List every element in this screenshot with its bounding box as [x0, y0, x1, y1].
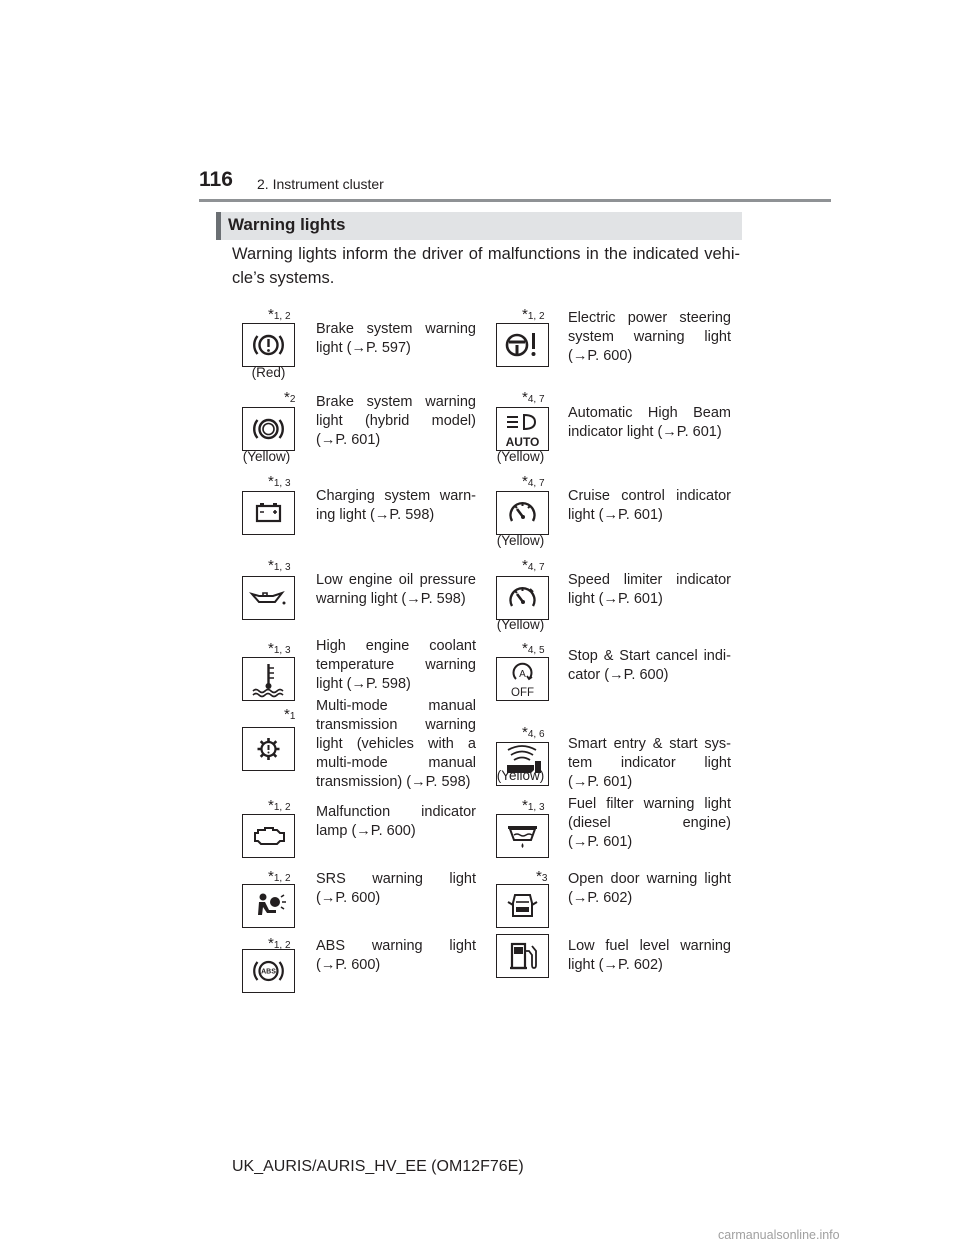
cruise-control-icon — [496, 491, 549, 535]
fuel-filter-icon — [496, 814, 549, 858]
light-description: Fuel filter warning light (diesel engine) (→P. 601) — [568, 796, 731, 850]
light-description: ABS warning light (→P. 600) — [316, 938, 476, 973]
brake-hybrid-icon — [242, 407, 295, 451]
note-marker: *4, 6 — [522, 724, 545, 741]
color-label: (Red) — [251, 365, 286, 380]
note-marker: *3 — [536, 868, 548, 885]
document-footer: UK_AURIS/AURIS_HV_EE (OM12F76E) — [232, 1158, 524, 1175]
note-marker: *4, 5 — [522, 640, 545, 657]
color-label: (Yellow) — [496, 617, 545, 632]
light-description: Multi-mode manual transmission warning light (vehicles with a multi-mode manual transmission) (→P. 598) — [316, 698, 476, 790]
note-marker: *1, 2 — [268, 306, 291, 323]
light-description: Speed limiter indicator light (→P. 601) — [568, 572, 731, 607]
page-number: 116 — [199, 168, 233, 191]
note-marker: *4, 7 — [522, 473, 545, 490]
note-marker: *1, 2 — [522, 306, 545, 323]
heading-text: Warning lights — [228, 215, 346, 234]
svg-text:OFF: OFF — [511, 687, 534, 699]
svg-text:A: A — [519, 669, 526, 680]
light-description: Malfunction indicator lamp (→P. 600) — [316, 804, 476, 839]
color-label: (Yellow) — [242, 449, 291, 464]
color-label: (Yellow) — [496, 449, 545, 464]
note-marker: *1 — [284, 706, 296, 723]
light-description: Electric power steering system warning light (→P. 600) — [568, 310, 731, 364]
open-door-icon — [496, 884, 549, 928]
fuel-pump-icon — [496, 934, 549, 978]
light-description: Low fuel level warning light (→P. 602) — [568, 938, 731, 973]
note-marker: *1, 3 — [268, 640, 291, 657]
power-steering-icon — [496, 323, 549, 367]
auto-high-beam-icon — [496, 407, 549, 451]
color-label: (Yellow) — [496, 768, 545, 783]
brake-warning-icon — [242, 323, 295, 367]
light-description: Stop & Start cancel indi-cator (→P. 600) — [568, 648, 731, 683]
abs-icon — [242, 949, 295, 993]
light-description: SRS warning light (→P. 600) — [316, 871, 476, 906]
battery-icon — [242, 491, 295, 535]
srs-airbag-icon — [242, 884, 295, 928]
note-marker: *1, 2 — [268, 868, 291, 885]
section-title: 2. Instrument cluster — [257, 176, 384, 192]
light-description: Brake system warning light (→P. 597) — [316, 321, 476, 356]
note-marker: *1, 3 — [268, 473, 291, 490]
watermark: carmanualsonline.info — [718, 1228, 840, 1242]
note-marker: *1, 2 — [268, 797, 291, 814]
note-marker: *4, 7 — [522, 557, 545, 574]
light-description: High engine coolant temperature warning light (→P. 598) — [316, 638, 476, 692]
light-description: Brake system warning light (hybrid model) (→P. 601) — [316, 394, 476, 448]
svg-text:ABS: ABS — [261, 968, 276, 976]
heading-accent — [216, 212, 221, 240]
coolant-temperature-icon — [242, 657, 295, 701]
light-description: Open door warning light (→P. 602) — [568, 871, 731, 906]
note-marker: *1, 3 — [522, 797, 545, 814]
note-marker: *4, 7 — [522, 389, 545, 406]
oil-can-icon — [242, 576, 295, 620]
note-marker: *2 — [284, 389, 296, 406]
note-marker: *1, 2 — [268, 935, 291, 952]
light-description: Cruise control indicator light (→P. 601) — [568, 488, 731, 523]
heading-bar — [216, 212, 742, 240]
light-description: Charging system warn-ing light (→P. 598) — [316, 488, 476, 523]
header-rule — [199, 199, 831, 202]
engine-icon — [242, 814, 295, 858]
note-marker: *1, 3 — [268, 557, 291, 574]
intro-paragraph: Warning lights inform the driver of malfunctions in the indicated vehi-cle’s systems. — [232, 245, 740, 287]
light-description: Smart entry & start sys-tem indicator light (→P. 601) — [568, 736, 731, 790]
svg-text:AUTO: AUTO — [505, 435, 540, 449]
light-description: Automatic High Beam indicator light (→P. 601) — [568, 405, 731, 440]
stop-start-cancel-icon — [496, 657, 549, 701]
color-label: (Yellow) — [496, 533, 545, 548]
transmission-gear-icon — [242, 727, 295, 771]
light-description: Low engine oil pressure warning light (→P. 598) — [316, 572, 476, 607]
speed-limiter-icon — [496, 576, 549, 620]
